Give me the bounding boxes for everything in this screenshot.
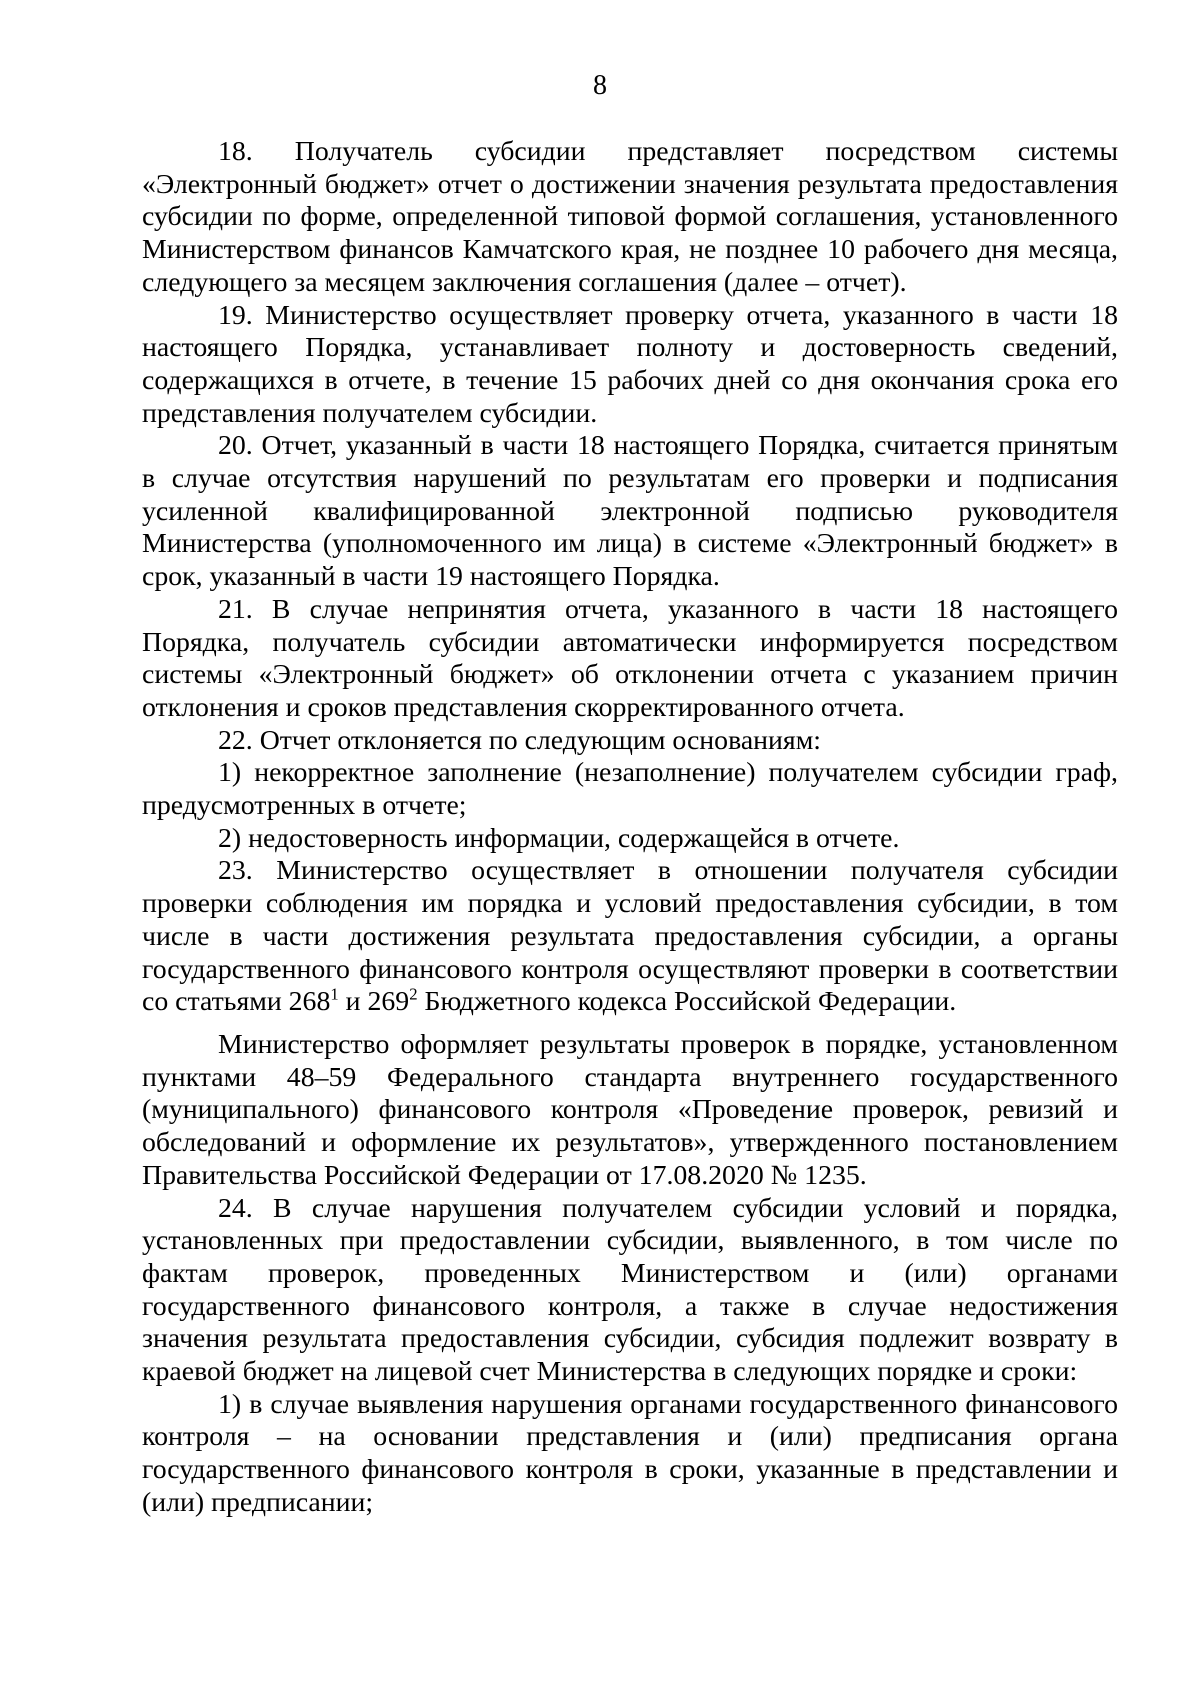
paragraph-23-text-b: и 269: [338, 986, 410, 1018]
paragraph-22-item-1: 1) некорректное заполнение (незаполнение) получателем субсидии граф, предусмотренных в отчете;: [142, 757, 1118, 822]
paragraph-23-text-a: 23. Министерство осуществляет в отношении получателя субсидии проверки соблюдения им порядка и условий предоставления субсидии, в том числе в части достижения результата предоставления субсидии, а органы государственного финансового контроля осуществляют проверки в соответствии со статьями 268: [142, 855, 1118, 1018]
paragraph-24: 24. В случае нарушения получателем субсидии условий и порядка, установленных при предоставлении субсидии, выявленного, в том числе по фактам проверок, проведенных Министерством и (или) органами государственного финансового контроля, а также в случае недостижения значения результата предоставления субсидии, субсидия подлежит возврату в краевой бюджет на лицевой счет Министерства в следующих порядке и сроки:: [142, 1192, 1118, 1388]
paragraph-22: 22. Отчет отклоняется по следующим основаниям:: [218, 724, 822, 756]
paragraph-23-text-c: Бюджетного кодекса Российской Федерации.: [417, 986, 957, 1018]
paragraph-22-item-2: 2) недостоверность информации, содержащейся в отчете.: [218, 822, 900, 854]
superscript-1: 1: [330, 985, 339, 1005]
paragraph-20: 20. Отчет, указанный в части 18 настоящего Порядка, считается принятым в случае отсутствия нарушений по результатам его проверки и подписания усиленной квалифицированной электронной подписью руководителя Министерства (уполномоченного им лица) в системе «Электронный бюджет» в срок, указанный в части 19 настоящего Порядка.: [142, 430, 1118, 593]
paragraph-23-continuation: Министерство оформляет результаты проверок в порядке, установленном пунктами 48–59 Федерального стандарта внутреннего государственного (муниципального) финансового контроля «Проведение проверок, ревизий и обследований и оформление их результатов», утвержденного постановлением Правительства Российской Федерации от 17.08.2020 № 1235.: [142, 1028, 1118, 1191]
superscript-2: 2: [409, 985, 418, 1005]
document-body: [142, 136, 1118, 1520]
paragraph-24-item-1: 1) в случае выявления нарушения органами государственного финансового контроля – на основании представления и (или) предписания органа государственного финансового контроля в сроки, указанные в представлении и (или) предписании;: [142, 1388, 1118, 1518]
page-number: 8: [593, 70, 607, 101]
paragraph-23: [142, 855, 1118, 1019]
paragraph-18: 18. Получатель субсидии представляет посредством системы «Электронный бюджет» отчет о достижении значения результата предоставления субсидии по форме, определенной типовой формой соглашения, установленного Министерством финансов Камчатского края, не позднее 10 рабочего дня месяца, следующего за месяцем заключения соглашения (далее – отчет).: [142, 136, 1118, 298]
paragraph-19: 19. Министерство осуществляет проверку отчета, указанного в части 18 настоящего Порядка, устанавливает полноту и достоверность сведений, содержащихся в отчете, в течение 15 рабочих дней со дня окончания срока его представления получателем субсидии.: [142, 299, 1118, 429]
paragraph-21: 21. В случае непринятия отчета, указанного в части 18 настоящего Порядка, получатель субсидии автоматически информируется посредством системы «Электронный бюджет» об отклонении отчета с указанием причин отклонения и сроков представления скорректированного отчета.: [142, 593, 1118, 723]
